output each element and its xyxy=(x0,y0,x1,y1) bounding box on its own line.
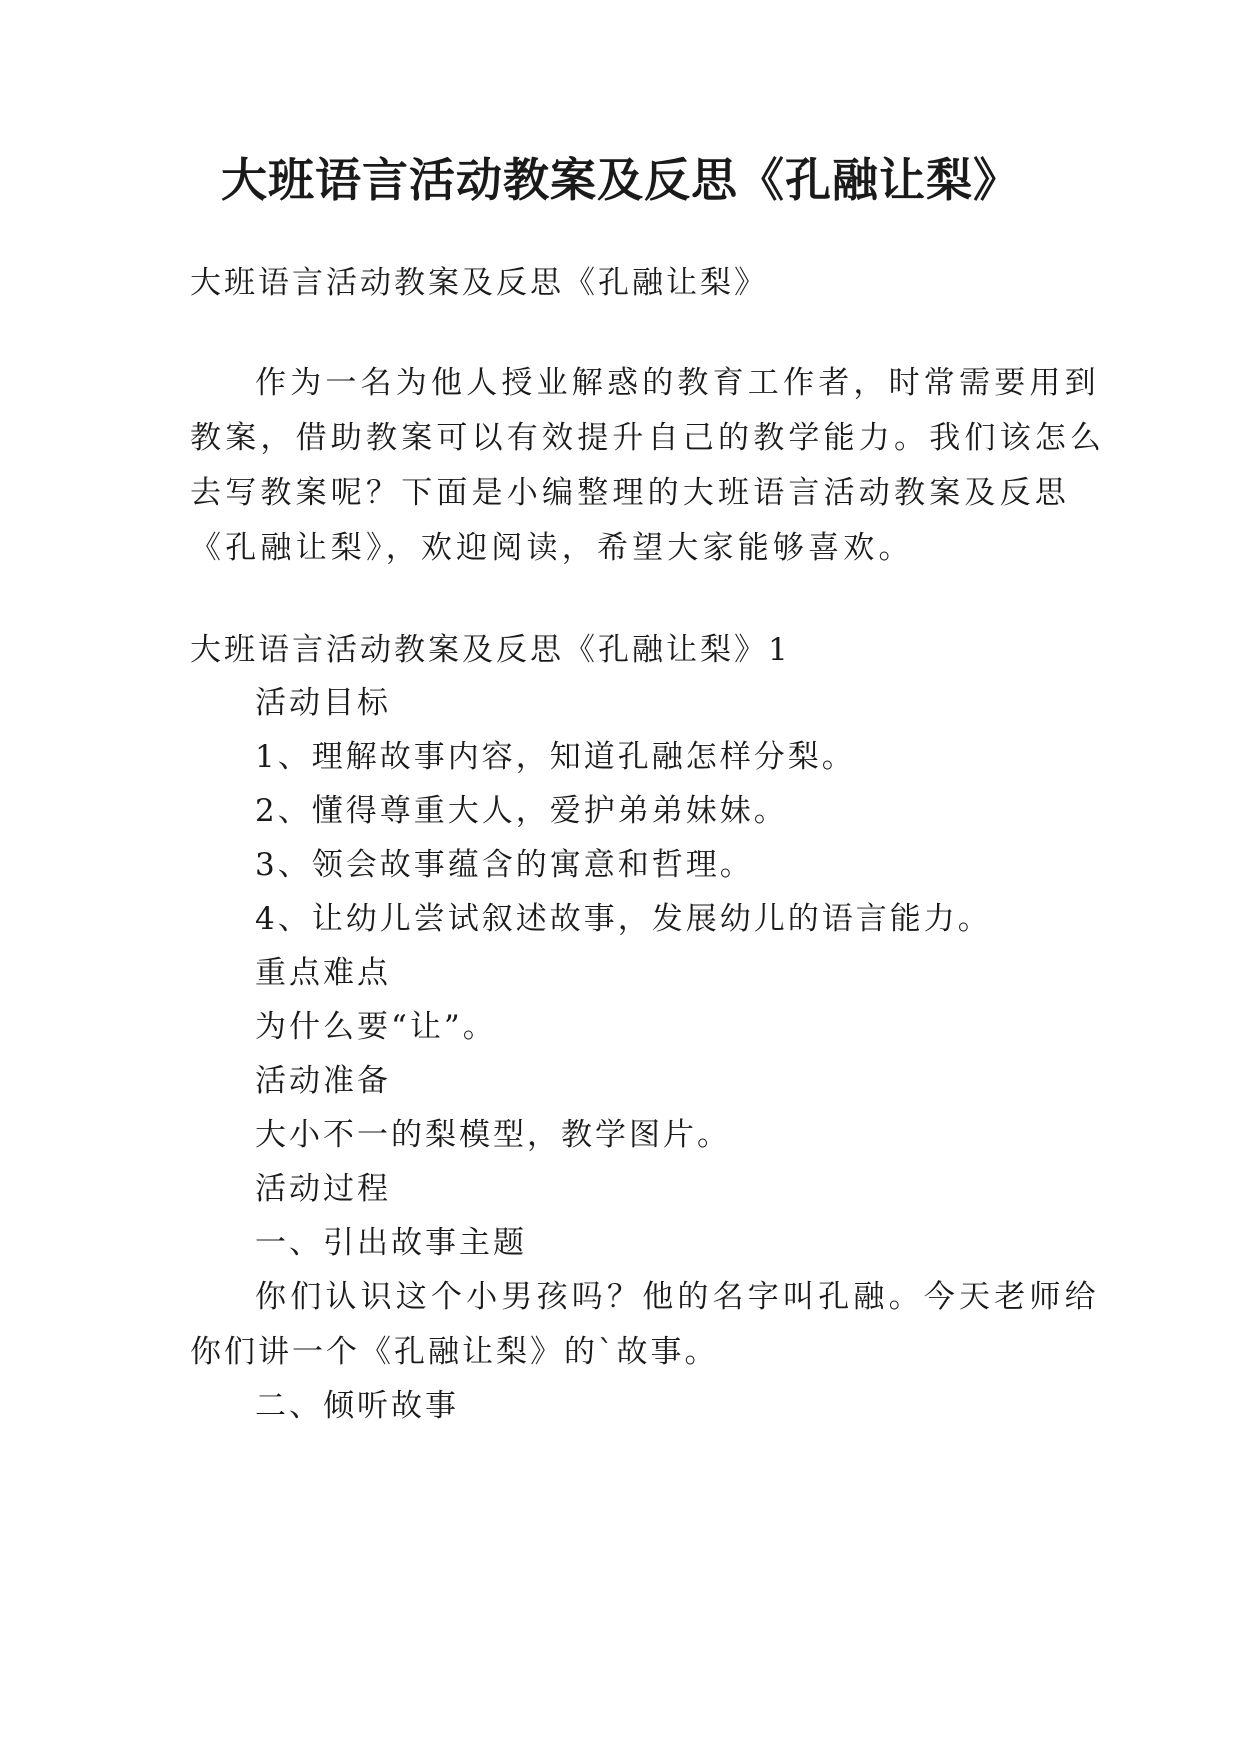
body-line: 2、懂得尊重大人，爱护弟弟妹妹。 xyxy=(255,793,788,829)
intro-line: 作为一名为他人授业解惑的教育工作者，时常需要用到 xyxy=(255,365,1100,401)
intro-line: 教案，借助教案可以有效提升自己的教学能力。我们该怎么 xyxy=(190,420,1106,456)
document-title: 大班语言活动教案及反思《孔融让梨》 xyxy=(221,153,1020,207)
body-line: 活动准备 xyxy=(255,1063,391,1099)
section-heading: 大班语言活动教案及反思《孔融让梨》1 xyxy=(190,632,791,668)
body-line: 活动过程 xyxy=(255,1171,391,1207)
body-line: 3、领会故事蕴含的寓意和哲理。 xyxy=(255,847,754,883)
body-line: 重点难点 xyxy=(255,955,391,991)
body-line: 为什么要“让”。 xyxy=(255,1009,497,1045)
body-line: 二、倾听故事 xyxy=(255,1388,459,1424)
body-line: 大小不一的梨模型，教学图片。 xyxy=(255,1117,731,1153)
intro-line: 《孔融让梨》，欢迎阅读，希望大家能够喜欢。 xyxy=(190,530,914,566)
body-line: 1、理解故事内容，知道孔融怎样分梨。 xyxy=(255,739,856,775)
body-line: 活动目标 xyxy=(255,685,391,721)
intro-line: 去写教案呢？下面是小编整理的大班语言活动教案及反思 xyxy=(190,475,1070,511)
story-line: 你们讲一个《孔融让梨》的`故事。 xyxy=(190,1334,719,1370)
document-subtitle: 大班语言活动教案及反思《孔融让梨》 xyxy=(190,265,768,301)
story-line: 你们认识这个小男孩吗？他的名字叫孔融。今天老师给 xyxy=(255,1279,1100,1315)
body-line: 4、让幼儿尝试叙述故事，发展幼儿的语言能力。 xyxy=(255,901,992,937)
body-line: 一、引出故事主题 xyxy=(255,1225,527,1261)
